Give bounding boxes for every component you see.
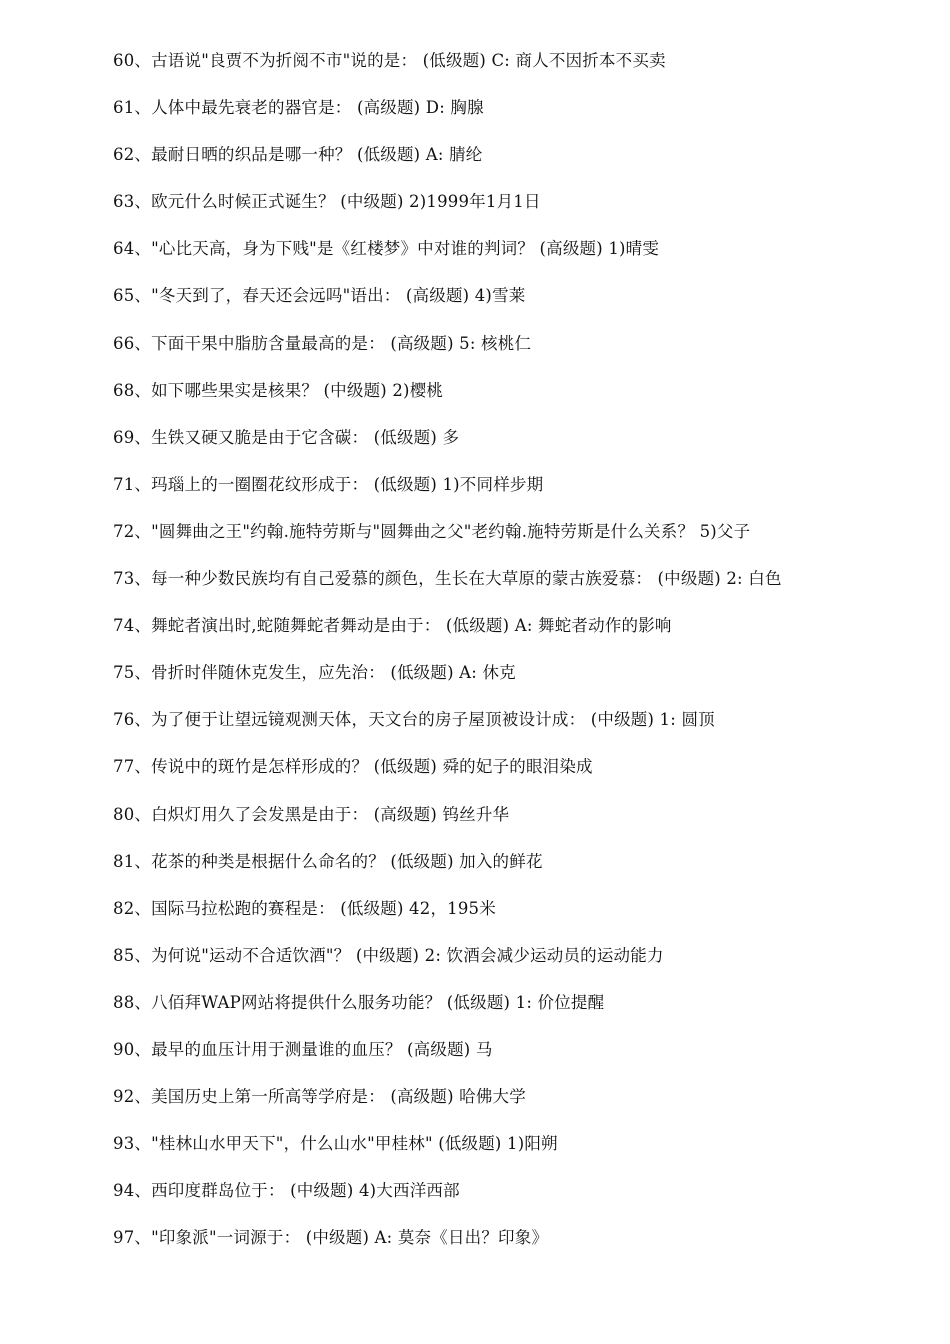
question-line: 74、舞蛇者演出时,蛇随舞蛇者舞动是由于： (低级题) A: 舞蛇者动作的影响 bbox=[113, 616, 672, 636]
question-line: 77、传说中的斑竹是怎样形成的？ (低级题) 舜的妃子的眼泪染成 bbox=[113, 757, 593, 777]
question-line: 64、"心比天高，身为下贱"是《红楼梦》中对谁的判词？ (高级题) 1)晴雯 bbox=[113, 239, 660, 259]
question-line: 75、骨折时伴随休克发生，应先治： (低级题) A: 休克 bbox=[113, 663, 516, 683]
question-line: 69、生铁又硬又脆是由于它含碳： (低级题) 多 bbox=[113, 427, 460, 447]
question-line: 62、最耐日晒的织品是哪一种？ (低级题) A: 腈纶 bbox=[113, 145, 483, 165]
question-line: 63、欧元什么时候正式诞生？ (中级题) 2)1999年1月1日 bbox=[113, 192, 541, 212]
question-line: 73、每一种少数民族均有自己爱慕的颜色，生长在大草原的蒙古族爱慕： (中级题) 2: 白色 bbox=[113, 569, 782, 589]
question-line: 72、"圆舞曲之王"约翰.施特劳斯与"圆舞曲之父"老约翰.施特劳斯是什么关系？ 5)父子 bbox=[113, 521, 751, 541]
question-line: 71、玛瑙上的一圈圈花纹形成于： (低级题) 1)不同样步期 bbox=[113, 474, 544, 494]
question-line: 92、美国历史上第一所高等学府是： (高级题) 哈佛大学 bbox=[113, 1087, 526, 1107]
question-line: 90、最早的血压计用于测量谁的血压？ (高级题) 马 bbox=[113, 1039, 493, 1059]
question-line: 60、古语说"良贾不为折阅不市"说的是： (低级题) C: 商人不因折本不买卖 bbox=[113, 51, 666, 70]
question-line: 61、人体中最先衰老的器官是： (高级题) D: 胸腺 bbox=[113, 98, 484, 118]
question-line: 82、国际马拉松跑的赛程是： (低级题) 42，195米 bbox=[113, 898, 496, 918]
question-line: 85、为何说"运动不合适饮酒"？ (中级题) 2: 饮酒会减少运动员的运动能力 bbox=[113, 945, 664, 965]
question-list bbox=[113, 46, 903, 1270]
question-line: 93、"桂林山水甲天下"，什么山水"甲桂林" (低级题) 1)阳朔 bbox=[113, 1134, 558, 1154]
question-line: 97、"印象派"一词源于： (中级题) A: 莫奈《日出？印象》 bbox=[113, 1228, 549, 1248]
question-line: 76、为了便于让望远镜观测天体，天文台的房子屋顶被设计成： (中级题) 1: 圆顶 bbox=[113, 710, 715, 730]
question-line: 94、西印度群岛位于： (中级题) 4)大西洋西部 bbox=[113, 1181, 460, 1201]
question-line: 66、下面干果中脂肪含量最高的是： (高级题) 5: 核桃仁 bbox=[113, 333, 532, 353]
question-line: 88、八佰拜WAP网站将提供什么服务功能？ (低级题) 1: 价位提醒 bbox=[113, 992, 605, 1012]
question-line: 81、花茶的种类是根据什么命名的？ (低级题) 加入的鲜花 bbox=[113, 851, 543, 871]
question-line: 80、白炽灯用久了会发黑是由于： (高级题) 钨丝升华 bbox=[113, 804, 510, 824]
question-line: 68、如下哪些果实是核果？ (中级题) 2)樱桃 bbox=[113, 380, 444, 400]
question-line: 65、"冬天到了，春天还会远吗"语出： (高级题) 4)雪莱 bbox=[113, 286, 526, 306]
